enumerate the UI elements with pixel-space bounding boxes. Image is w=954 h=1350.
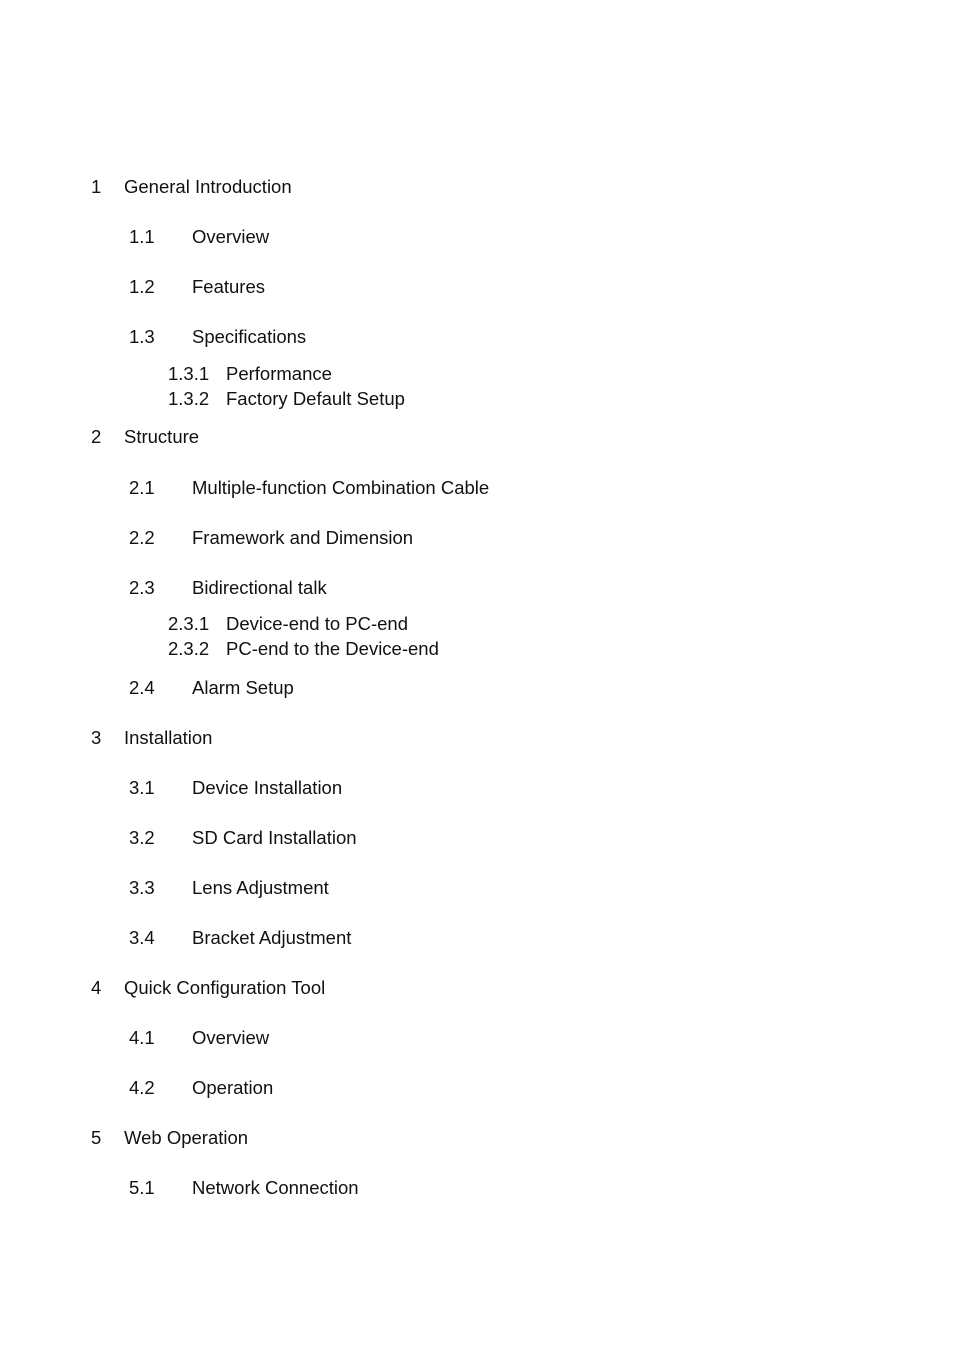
toc-number: 1.3 [129, 326, 155, 347]
toc-number: 4.1 [129, 1027, 155, 1048]
toc-number: 3.4 [129, 927, 155, 948]
toc-title: Web Operation [124, 1127, 249, 1148]
toc-title: Device Installation [192, 777, 343, 798]
toc-title: Performance [226, 363, 332, 384]
toc-title: Operation [192, 1077, 274, 1098]
toc-number: 1.2 [129, 276, 155, 297]
toc-number: 1 [91, 176, 102, 197]
toc-number: 2 [91, 426, 102, 447]
toc-number: 2.3.2 [168, 638, 210, 659]
toc-number: 2.4 [129, 677, 155, 698]
toc-number: 5 [91, 1127, 102, 1148]
toc-title: Network Connection [192, 1177, 359, 1198]
toc-title: Factory Default Setup [226, 388, 405, 409]
toc-title: Overview [192, 226, 270, 247]
toc-number: 1.3.2 [168, 388, 210, 409]
toc-number: 3 [91, 727, 102, 748]
toc-title: Framework and Dimension [192, 527, 414, 548]
toc-number: 2.3 [129, 577, 155, 598]
toc-title: Quick Configuration Tool [124, 977, 326, 998]
toc-title: Lens Adjustment [192, 877, 329, 898]
toc-number: 2.1 [129, 477, 155, 498]
toc-number: 4 [91, 977, 102, 998]
toc-title: Overview [192, 1027, 270, 1048]
toc-title: Device-end to PC-end [226, 613, 409, 634]
toc-title: Features [192, 276, 266, 297]
toc-number: 1.1 [129, 226, 155, 247]
toc-number: 2.3.1 [168, 613, 210, 634]
toc-title: SD Card Installation [192, 827, 357, 848]
toc-number: 5.1 [129, 1177, 155, 1198]
toc-number: 2.2 [129, 527, 155, 548]
toc-title: Bidirectional talk [192, 577, 327, 598]
toc-title: Bracket Adjustment [192, 927, 352, 948]
toc-number: 4.2 [129, 1077, 155, 1098]
toc-number: 3.2 [129, 827, 155, 848]
toc-number: 3.1 [129, 777, 155, 798]
toc-title: PC-end to the Device-end [226, 638, 439, 659]
toc-number: 1.3.1 [168, 363, 210, 384]
toc-title: Alarm Setup [192, 677, 294, 698]
toc-number: 3.3 [129, 877, 155, 898]
toc-title: General Introduction [124, 176, 292, 197]
toc-title: Installation [124, 727, 213, 748]
toc-title: Structure [124, 426, 200, 447]
toc-title: Multiple-function Combination Cable [192, 477, 490, 498]
toc-title: Specifications [192, 326, 307, 347]
